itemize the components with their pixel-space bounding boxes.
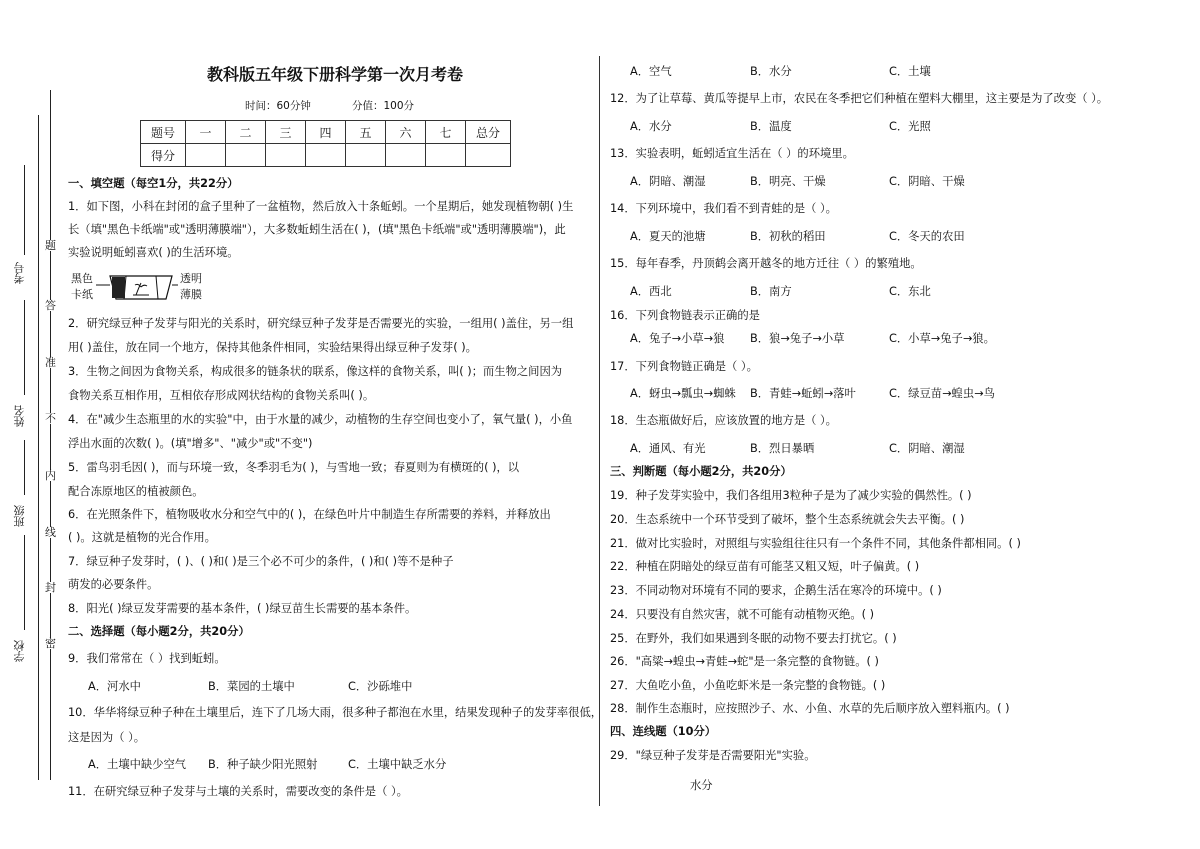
question-text: 这是因为（ ）。	[68, 731, 146, 744]
option-a: A．空气	[630, 65, 672, 78]
question-text: 实验说明蚯蚓喜欢( )的生活环境。	[68, 246, 239, 259]
option-a: A．河水中	[88, 680, 141, 693]
question-text: 1．如下图，小科在封闭的盒子里种了一盆植物，然后放入十条蚯蚓。一个星期后，她发现植物朝( )生	[68, 200, 574, 213]
seal-char: 不	[45, 412, 56, 425]
experiment-figure	[68, 270, 208, 306]
section-heading-true-false: 三、判断题（每小题2分，共20分）	[610, 465, 792, 478]
judgment-item: 28．制作生态瓶时，应按照沙子、水、小鱼、水草的先后顺序放入塑料瓶内。( )	[610, 702, 1010, 715]
question-text: 5．雷鸟羽毛因( )，而与环境一致，冬季羽毛为( )，与雪地一致；春夏则为有横斑的( )，以	[68, 461, 520, 474]
judgment-item: 21．做对比实验时，对照组与实验组往往只有一个条件不同，其他条件都相同。( )	[610, 537, 1021, 550]
margin-blank-line	[24, 300, 25, 395]
option-a: A．兔子→小草→狼	[630, 332, 725, 345]
seal-char: 准	[45, 356, 56, 369]
margin-label-name: 姓名	[13, 405, 26, 427]
option-a: A．蚜虫→瓢虫→蜘蛛	[630, 387, 736, 400]
option-b: B．烈日暴晒	[750, 442, 815, 455]
option-c: C．土壤中缺乏水分	[348, 758, 447, 771]
figure-label-black-card: 黑色	[71, 272, 93, 285]
option-a: A．土壤中缺少空气	[88, 758, 187, 771]
score-cell: 七	[426, 121, 466, 144]
option-b: B．温度	[750, 120, 792, 133]
option-a: A．西北	[630, 285, 672, 298]
question-text: 食物关系互相作用，互相依存形成网状结构的食物关系叫( )。	[68, 389, 375, 402]
seal-char: 答	[45, 299, 56, 312]
judgment-item: 24．只要没有自然灾害，就不可能有动植物灭绝。( )	[610, 608, 875, 621]
score-cell: 题号	[141, 121, 186, 144]
option-c: C．冬天的农田	[889, 230, 965, 243]
question-text: 13．实验表明，蚯蚓适宜生活在（ ）的环境里。	[610, 147, 854, 160]
exam-score: 分值：100分	[352, 100, 415, 112]
section-heading-fill-blank: 一、填空题（每空1分，共22分）	[68, 177, 239, 190]
seal-char: 题	[45, 239, 56, 252]
question-text: 18．生态瓶做好后，应该放置的地方是（ ）。	[610, 414, 837, 427]
question-text: 12．为了让草莓、黄瓜等提早上市，农民在冬季把它们种植在塑料大棚里，这主要是为了改变（ ）。	[610, 92, 1109, 105]
question-text: 用( )盖住，放在同一个地方，保持其他条件相同，实验结果得出绿豆种子发芽( )。	[68, 341, 477, 354]
section-heading-matching: 四、连线题（10分）	[610, 725, 717, 738]
option-c: C．小草→兔子→狼。	[889, 332, 995, 345]
option-b: B．青蛙→蚯蚓→落叶	[750, 387, 856, 400]
option-a: A．夏天的池塘	[630, 230, 706, 243]
question-text: 10．华华将绿豆种子种在土壤里后，连下了几场大雨，很多种子都泡在水里，结果发现种子的发芽率很低，	[68, 706, 603, 719]
column-divider	[599, 56, 600, 806]
question-text: 29．"绿豆种子发芽是否需要阳光"实验。	[610, 749, 816, 762]
score-cell: 六	[386, 121, 426, 144]
question-text: 17．下列食物链正确是（ ）。	[610, 360, 758, 373]
score-cell: 一	[186, 121, 226, 144]
margin-label-class: 班级	[13, 505, 26, 527]
matching-item: 水分	[690, 779, 713, 792]
option-b: B．菜园的土壤中	[208, 680, 295, 693]
seal-char: 内	[45, 469, 56, 482]
question-text: 16．下列食物链表示正确的是	[610, 309, 760, 322]
option-b: B．明亮、干燥	[750, 175, 826, 188]
option-a: A．水分	[630, 120, 672, 133]
question-text: 配合冻原地区的植被颜色。	[68, 485, 204, 498]
option-c: C．阴暗、潮湿	[889, 442, 965, 455]
margin-line-outer	[38, 115, 39, 780]
score-cell: 四	[306, 121, 346, 144]
question-text: 4．在"减少生态瓶里的水的实验"中，由于水量的减少，动植物的生存空间也变小了，氧气量( )，小鱼	[68, 413, 573, 426]
right-column	[610, 0, 1195, 849]
left-column	[68, 0, 603, 849]
option-b: B．狼→兔子→小草	[750, 332, 845, 345]
margin-label-school: 学校	[13, 640, 26, 662]
question-text: 2．研究绿豆种子发芽与阳光的关系时，研究绿豆种子发芽是否需要光的实验，一组用( )盖住，另一组	[68, 317, 574, 330]
question-text: 9．我们常常在（ ）找到蚯蚓。	[68, 652, 226, 665]
option-a: A．通风、有光	[630, 442, 706, 455]
score-cell: 总分	[466, 121, 511, 144]
score-cell: 三	[266, 121, 306, 144]
margin-blank-line	[24, 440, 25, 495]
question-text: 浮出水面的次数( )。(填"增多"、"减少"或"不变")	[68, 437, 313, 450]
margin-line-inner	[50, 90, 51, 780]
judgment-item: 22．种植在阴暗处的绿豆苗有可能茎又粗又短，叶子偏黄。( )	[610, 560, 920, 573]
option-c: C．光照	[889, 120, 931, 133]
figure-label-transparent-film: 薄膜	[180, 288, 202, 301]
option-c: C．东北	[889, 285, 931, 298]
option-c: C．阴暗、干燥	[889, 175, 965, 188]
section-heading-choice: 二、选择题（每小题2分，共20分）	[68, 625, 250, 638]
option-b: B．初秋的稻田	[750, 230, 826, 243]
exam-time: 时间：60分钟	[245, 100, 311, 112]
figure-label-black-card: 卡纸	[71, 288, 93, 301]
option-a: A．阴暗、潮湿	[630, 175, 706, 188]
option-c: C．土壤	[889, 65, 931, 78]
option-b: B．水分	[750, 65, 792, 78]
question-text: 15．每年春季，丹顶鹤会离开越冬的地方迁往（ ）的繁殖地。	[610, 257, 922, 270]
page-title: 教科版五年级下册科学第一次月考卷	[207, 65, 464, 84]
question-text: 萌发的必要条件。	[68, 578, 159, 591]
question-text: 6．在光照条件下，植物吸收水分和空气中的( )，在绿色叶片中制造生存所需要的养料，并释放出	[68, 508, 551, 521]
question-text: ( )。这就是植物的光合作用。	[68, 531, 216, 544]
score-cell: 二	[226, 121, 266, 144]
seal-char: 线	[45, 526, 56, 539]
question-text: 11．在研究绿豆种子发芽与土壤的关系时，需要改变的条件是（ ）。	[68, 785, 408, 798]
judgment-item: 27．大鱼吃小鱼，小鱼吃虾米是一条完整的食物链。( )	[610, 679, 886, 692]
judgment-item: 23．不同动物对环境有不同的要求，企鹅生活在寒冷的环境中。( )	[610, 584, 942, 597]
option-c: C．绿豆苗→蝗虫→鸟	[889, 387, 995, 400]
judgment-item: 20．生态系统中一个环节受到了破坏，整个生态系统就会失去平衡。( )	[610, 513, 965, 526]
score-cell: 五	[346, 121, 386, 144]
judgment-item: 26．"高粱→蝗虫→青蛙→蛇"是一条完整的食物链。( )	[610, 655, 879, 668]
box-diagram	[96, 273, 178, 303]
option-b: B．种子缺少阳光照射	[208, 758, 318, 771]
question-text: 长（填"黑色卡纸端"或"透明薄膜端"），大多数蚯蚓生活在( )，(填"黑色卡纸端"或"透明薄膜端")，此	[68, 223, 566, 236]
question-text: 7．绿豆种子发芽时，( )、( )和( )是三个必不可少的条件，( )和( )等不是种子	[68, 555, 454, 568]
margin-label-exam-number: 考号	[13, 262, 26, 284]
figure-label-transparent-film: 透明	[180, 272, 202, 285]
question-text: 8．阳光( )绿豆发芽需要的基本条件，( )绿豆苗生长需要的基本条件。	[68, 602, 417, 615]
margin-blank-line	[24, 535, 25, 630]
option-c: C．沙砾堆中	[348, 680, 413, 693]
seal-char: 封	[45, 581, 56, 594]
judgment-item: 19．种子发芽实验中，我们各组用3粒种子是为了减少实验的偶然性。( )	[610, 489, 972, 502]
option-b: B．南方	[750, 285, 792, 298]
question-text: 14．下列环境中，我们看不到青蛙的是（ ）。	[610, 202, 837, 215]
seal-char: 密	[45, 637, 56, 650]
score-cell: 得分	[141, 144, 186, 167]
judgment-item: 25．在野外，我们如果遇到冬眠的动物不要去打扰它。( )	[610, 632, 897, 645]
margin-blank-line	[24, 165, 25, 255]
question-text: 3．生物之间因为食物关系，构成很多的链条状的联系，像这样的食物关系，叫( )；而生物之间因为	[68, 365, 563, 378]
